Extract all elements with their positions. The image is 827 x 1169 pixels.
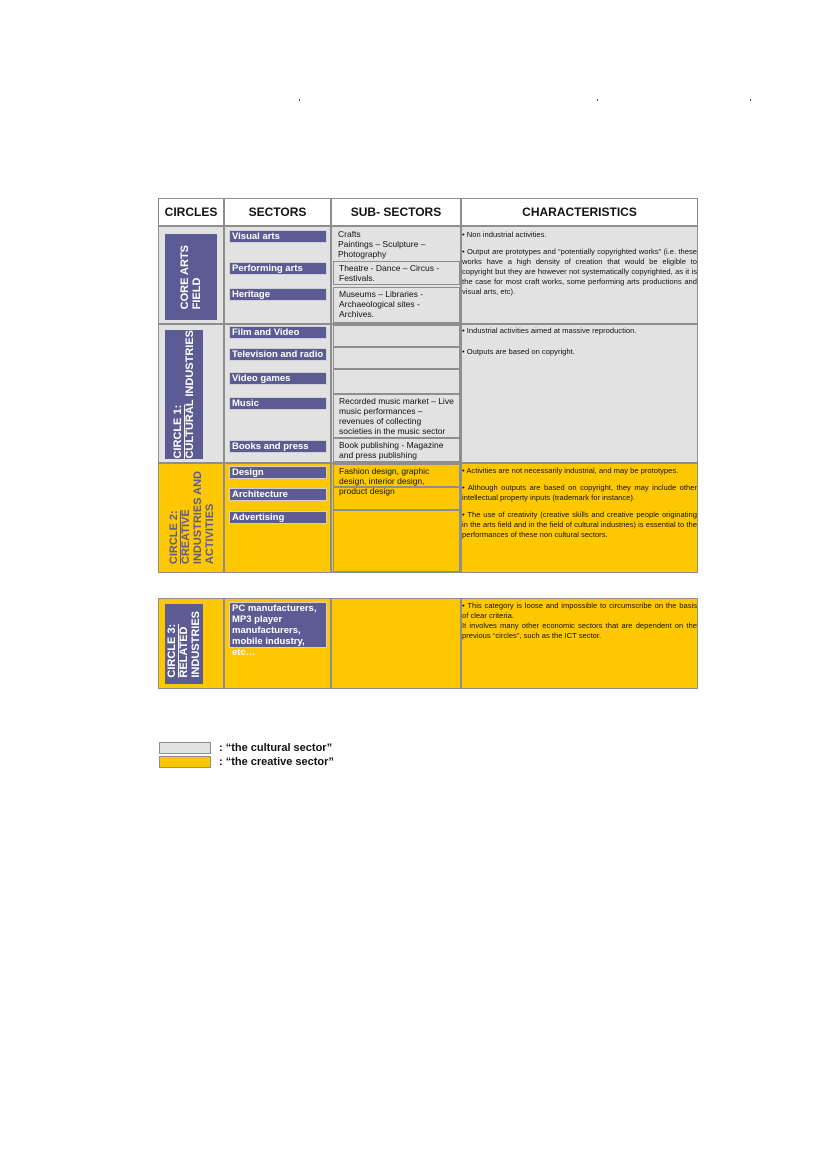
subsector-advertising xyxy=(333,510,460,572)
characteristics-circle1: • Industrial activities aimed at massive reproduction. • Outputs are based on copyright. xyxy=(462,326,637,356)
subsector-books-press: Book publishing - Magazine and press publishing xyxy=(333,438,460,462)
sector-visual-arts: Visual arts xyxy=(229,230,327,243)
stray-mark xyxy=(750,99,751,101)
characteristics-core: • Non industrial activities. • Output are prototypes and “potentially copyrighted works” (i.e. these works have a high density of creation that would be eligible to copyright but they are however not systematically copyrighted, as it is the case for most craft works, some performing arts productions and visual arts, etc). xyxy=(462,230,697,296)
sector-performing-arts: Performing arts xyxy=(229,262,327,275)
header-sub-sectors: SUB- SECTORS xyxy=(332,199,460,225)
header-circles: CIRCLES xyxy=(159,199,223,225)
legend-swatch-cultural xyxy=(159,742,211,754)
circle3-sub-cell xyxy=(332,599,460,688)
characteristics-circle3: • This category is loose and impossible to circumscribe on the basis of clear criteria. It involves many other economic sectors that are dependent on the previous “circles”, such as the ICT sector. xyxy=(462,601,697,640)
subsector-film-video xyxy=(333,325,460,347)
sector-heritage: Heritage xyxy=(229,288,327,301)
subsector-performing-arts: Theatre - Dance – Circus - Festivals. xyxy=(333,261,460,285)
sector-television-radio: Television and radio xyxy=(229,348,327,361)
sector-architecture: Architecture xyxy=(229,488,327,501)
legend-swatch-creative xyxy=(159,756,211,768)
subsector-heritage: Museums – Libraries - Archaeological sites - Archives. xyxy=(333,287,460,323)
header-characteristics: CHARACTERISTICS xyxy=(462,199,697,225)
characteristics-circle2: • Activities are not necessarily industrial, and may be prototypes. • Although outputs are based on copyright, they may include other intellectual property inputs (trademark for instance). • The use of creativity (creative skills and creative people originating in the arts field and in the field of cultural industries) is essential to the performances of these non cultural sectors. xyxy=(462,466,697,539)
sector-video-games: Video games xyxy=(229,372,327,385)
circle-label-circle2: CIRCLE 2: CREATIVE INDUSTRIES AND ACTIVITIES xyxy=(168,471,216,565)
legend-label-cultural: : “the cultural sector” xyxy=(219,742,333,754)
sector-design: Design xyxy=(229,466,327,479)
subsector-architecture xyxy=(333,487,460,510)
sector-pc-manufacturers: PC manufacturers, MP3 player manufacturers, mobile industry, etc… xyxy=(229,602,327,648)
sector-advertising: Advertising xyxy=(229,511,327,524)
header-sectors: SECTORS xyxy=(225,199,330,225)
circle-label-circle3: CIRCLE 3: RELATED INDUSTRIES xyxy=(165,604,203,684)
subsector-design: Fashion design, graphic design, interior design, product design xyxy=(333,464,460,487)
sector-music: Music xyxy=(229,397,327,410)
circle-label-core: CORE ARTS FIELD xyxy=(165,234,217,320)
subsector-music: Recorded music market – Live music performances – revenues of collecting societies in the music sector xyxy=(333,394,460,438)
legend-label-creative: : “the creative sector” xyxy=(219,756,334,768)
subsector-television-radio xyxy=(333,347,460,369)
stray-mark xyxy=(597,99,598,101)
sector-books-press: Books and press xyxy=(229,440,327,453)
sector-film-video: Film and Video xyxy=(229,326,327,339)
stray-mark xyxy=(299,99,300,101)
circle-label-circle1: CIRCLE 1: CULTURAL INDUSTRIES xyxy=(165,330,203,459)
subsector-visual-arts: Crafts Paintings – Sculpture – Photography xyxy=(338,229,426,259)
subsector-video-games xyxy=(333,369,460,394)
